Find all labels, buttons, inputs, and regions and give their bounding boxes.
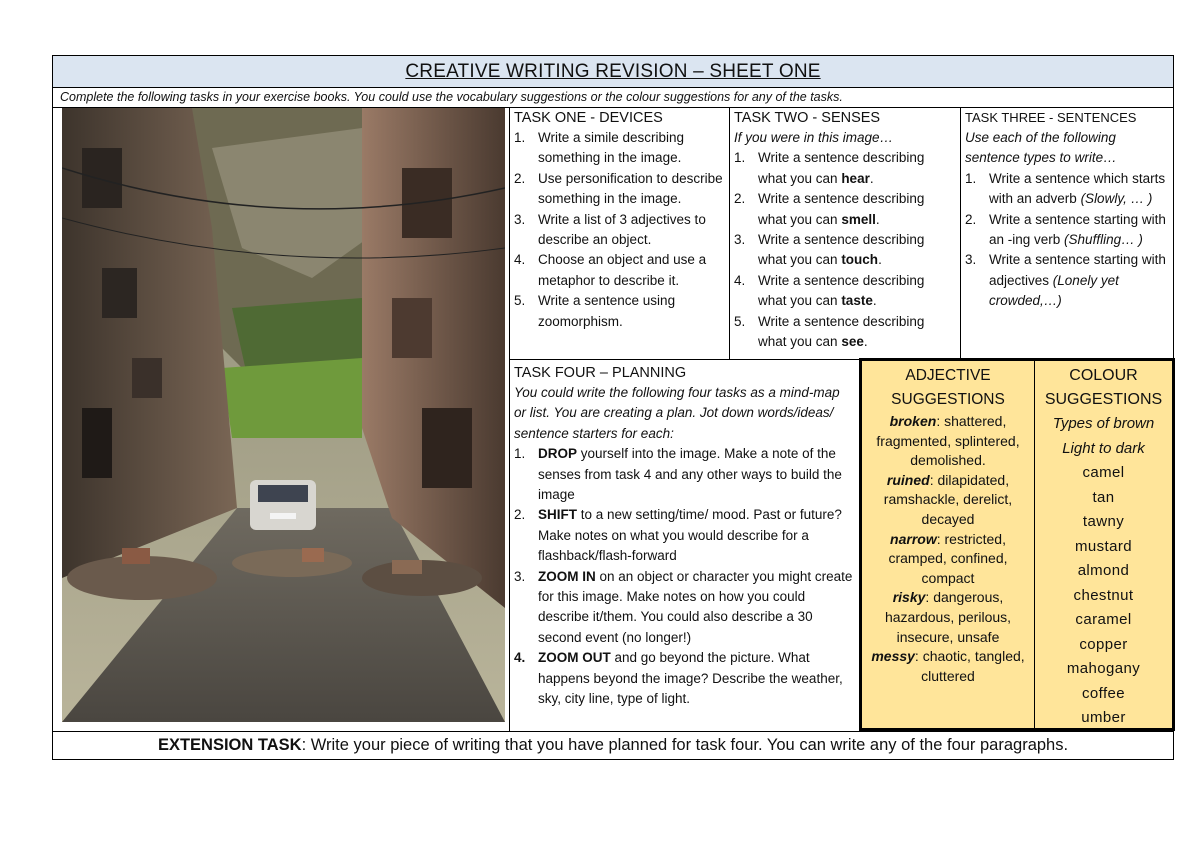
sheet-title: CREATIVE WRITING REVISION – SHEET ONE: [405, 61, 821, 82]
colour-word: almond: [1077, 562, 1130, 579]
list-item: 1. DROP yourself into the image. Make a note of the senses from task 4 and any other ways to build the image: [514, 446, 842, 503]
colour-word: coffee: [1082, 684, 1125, 702]
list-item: 1. Write a sentence describing what you can hear.: [734, 150, 925, 186]
extension-label: EXTENSION TASK: [157, 736, 302, 754]
task-one-list: [514, 128, 725, 332]
colour-heading-1: COLOUR: [1069, 367, 1138, 384]
list-item: 5. Write a sentence describing what you can see.: [734, 313, 925, 350]
task-two-heading: TASK TWO - SENSES: [734, 110, 881, 126]
list-item: 3. Write a sentence describing what you can touch.: [734, 232, 925, 268]
list-item: 3. ZOOM IN on an object or character you might create for this image. Make notes on how you could describe it/them. You could also describe a 30 second event (no longer!): [514, 568, 853, 645]
list-item: 4. Write a sentence describing what you can taste.: [734, 272, 925, 309]
title-bar: [53, 56, 1173, 88]
colour-word: mahogany: [1066, 660, 1141, 677]
task-three-heading: TASK THREE - SENTENCES: [965, 110, 1137, 125]
list-item: 2. SHIFT to a new setting/time/ mood. Past or future? Make notes on what you would describe for a flashback/flash-forward: [514, 507, 842, 564]
photo-cell: [53, 108, 510, 731]
list-item: 4. Choose an object and use a metaphor to describe it.: [514, 252, 707, 288]
list-item: 2. Use personification to describe something in the image.: [514, 170, 723, 207]
list-item: 5. Write a sentence using zoomorphism.: [514, 293, 676, 329]
suggestions-box: [859, 358, 1175, 731]
colour-subheading-1: Types of brown: [1052, 415, 1155, 432]
adjective-heading-2: SUGGESTIONS: [891, 391, 1005, 408]
adjective-suggestions: [862, 361, 1035, 728]
list-item: 2. Write a sentence starting with an -ing verb (Shuffling… ): [965, 211, 1166, 248]
colour-word: umber: [1081, 709, 1126, 726]
main-area: [53, 108, 1173, 731]
task-four-planning: [510, 359, 859, 731]
revision-sheet: [52, 55, 1174, 760]
task-three-subheading: Use each of the following sentence types to write…: [965, 130, 1117, 166]
colour-suggestions: [1035, 361, 1172, 728]
task-four-heading: TASK FOUR – PLANNING: [514, 365, 687, 381]
list-item: 3. Write a sentence starting with adjectives (Lonely yet crowded,…): [965, 252, 1166, 309]
adjective-group: narrow: restricted, cramped, confined, compact: [888, 530, 1008, 586]
colour-heading-2: SUGGESTIONS: [1044, 391, 1163, 408]
extension-text: : Write your piece of writing that you have planned for task four. You can write any of the four paragraphs.: [301, 736, 1069, 754]
colour-word: mustard: [1075, 537, 1132, 555]
task-three-sentences: [961, 108, 1175, 359]
street-photo: [62, 108, 505, 722]
list-item: 1. Write a simile describing something in the image.: [514, 130, 685, 166]
list-item: 3. Write a list of 3 adjectives to describe an object.: [514, 211, 706, 248]
colour-subheading-2: Light to dark: [1062, 439, 1145, 457]
adjective-heading-1: ADJECTIVE: [905, 367, 991, 384]
task-one-heading: TASK ONE - DEVICES: [514, 110, 663, 126]
colour-word: chestnut: [1073, 586, 1134, 604]
adjective-group: messy: chaotic, tangled, cluttered: [871, 648, 1025, 684]
list-item: 1. Write a sentence which starts with an adverb (Slowly, … ): [965, 170, 1166, 207]
task-three-list: [965, 169, 1171, 312]
extension-task: [53, 731, 1173, 759]
colour-word: caramel: [1075, 611, 1132, 628]
list-item: 2. Write a sentence describing what you can smell.: [734, 191, 925, 227]
adjective-group: broken: shattered, fragmented, splintered, demolished.: [876, 413, 1020, 469]
list-item: 4. ZOOM OUT and go beyond the picture. What happens beyond the image? Describe the weather, sky, city line, type of light.: [514, 650, 843, 707]
task-one-devices: [510, 108, 730, 359]
colour-word: tawny: [1082, 513, 1125, 530]
intro-instructions: Complete the following tasks in your exercise books. You could use the vocabulary suggestions or the colour suggestions for any of the tasks.: [53, 88, 1173, 108]
task-two-list: [734, 148, 956, 352]
colour-word: camel: [1082, 464, 1125, 481]
colour-word: copper: [1079, 635, 1128, 653]
adjective-group: risky: dangerous, hazardous, perilous, insecure, unsafe: [884, 589, 1012, 645]
adjective-group: ruined: dilapidated, ramshackle, derelict, decayed: [883, 471, 1013, 527]
task-two-subheading: If you were in this image…: [734, 130, 894, 145]
task-two-senses: [730, 108, 961, 359]
colour-word: tan: [1092, 488, 1115, 506]
task-four-list: [514, 444, 855, 709]
task-four-subheading: You could write the following four tasks as a mind-map or list. You are creating a plan. Jot down words/ideas/ sentence starters for each:: [514, 385, 840, 441]
